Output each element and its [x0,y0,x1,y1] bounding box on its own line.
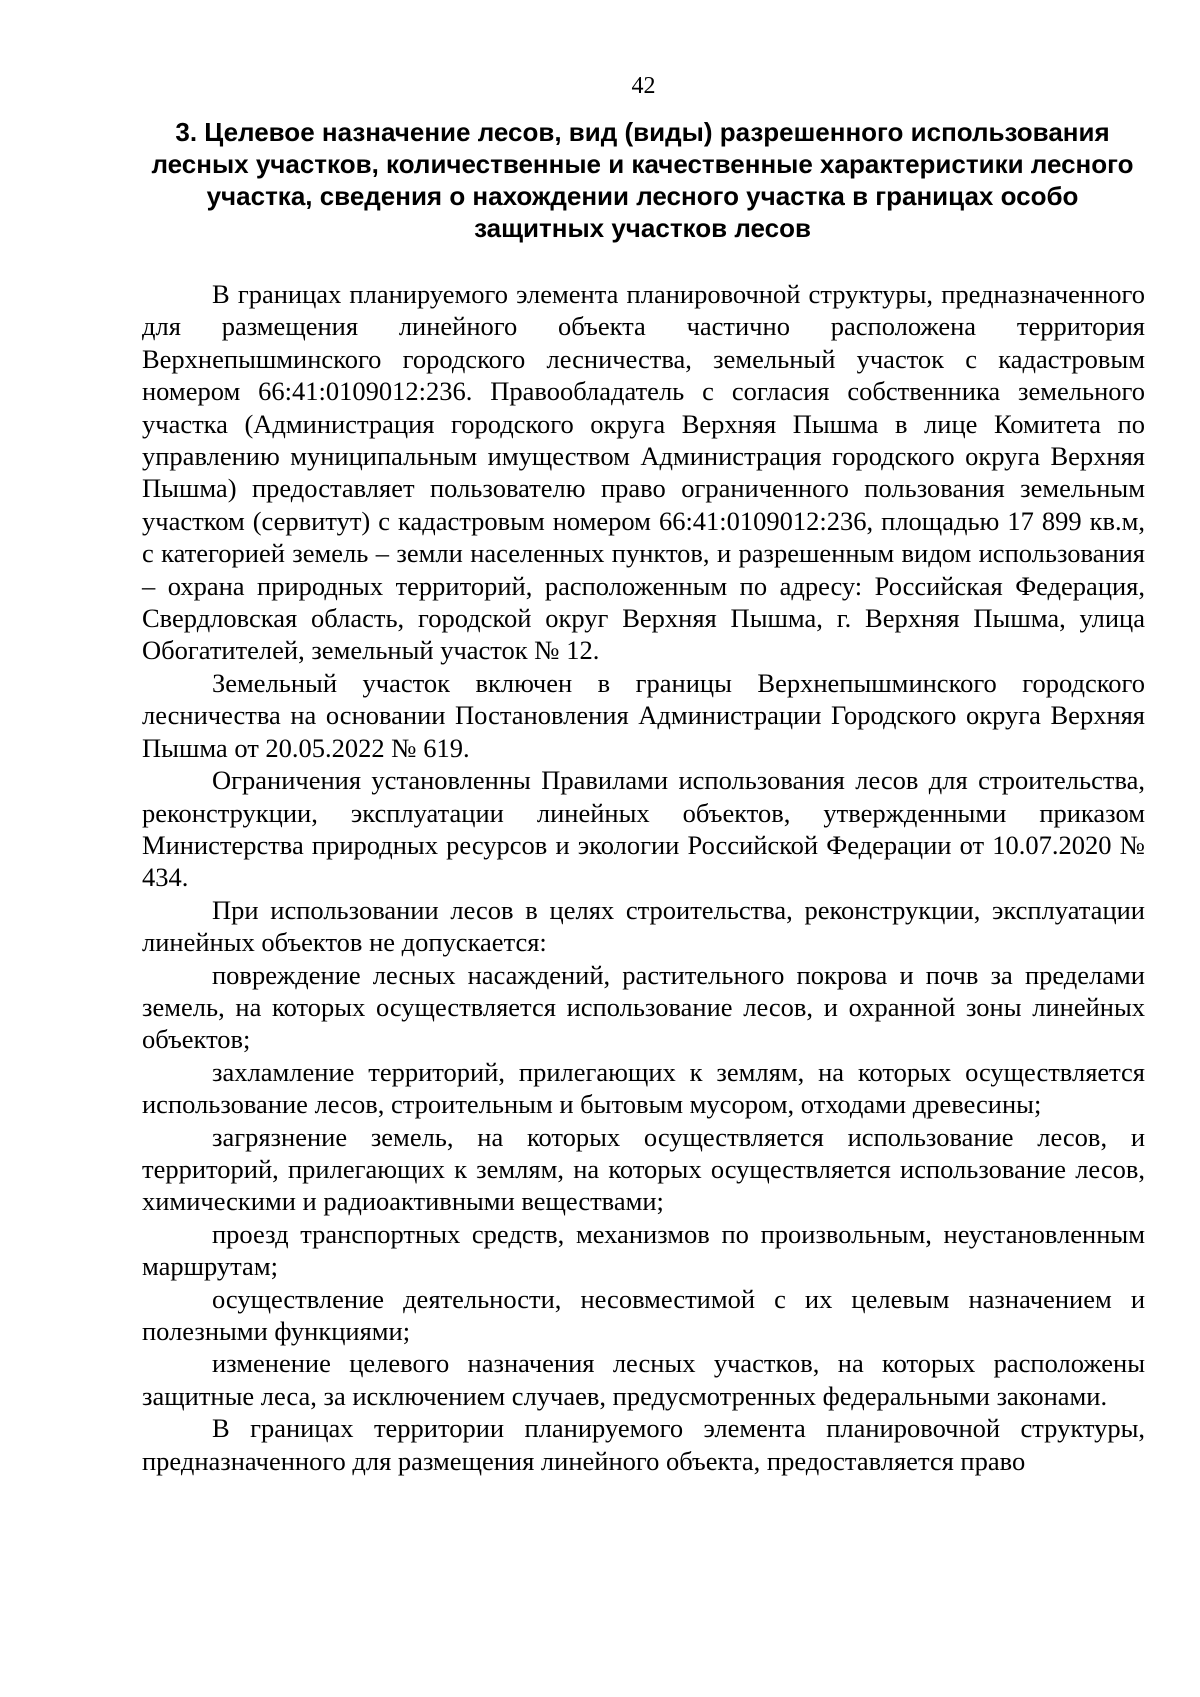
list-item-damage: повреждение лесных насаждений, растительного покрова и почв за пределами земель, на которых осуществляется использование лесов, и охранной зоны линейных объектов; [142,959,1145,1055]
list-item-pollution: загрязнение земель, на которых осуществляется использование лесов, и территорий, прилегающих к землям, на которых осуществляется использование лесов, химическими и радиоактивными веществами; [142,1121,1145,1217]
list-item-incompatible-activity: осуществление деятельности, несовместимой с их целевым назначением и полезными функциями; [142,1283,1145,1346]
paragraph-restrictions: Ограничения установленны Правилами использования лесов для строительства, реконструкции, эксплуатации линейных объектов, утвержденными приказом Министерства природных ресурсов и экологии Российской Федерации от 10.07.2020 № 434. [142,765,1145,893]
paragraph-right-granted: В границах территории планируемого элемента планировочной структуры, предназначенного для размещения линейного объекта, предоставляется право [142,1413,1145,1476]
body-text [142,278,1145,1477]
paragraph-land-plot-servitude: В границах планируемого элемента планировочной структуры, предназначенного для размещения линейного объекта частично расположена территория Верхнепышминского городского лесничества, земельный участок с кадастровым номером 66:41:0109012:236. Правообладатель с согласия собственника земельного участка (Администрация городского округа Верхняя Пышма в лице Комитета по управлению муниципальным имуществом Администрация городского округа Верхняя Пышма) предоставляет пользователю право ограниченного пользования земельным участком (сервитут) с кадастровым номером 66:41:0109012:236, площадью 17 899 кв.м, с категорией земель – земли населенных пунктов, и разрешенным видом использования – охрана природных территорий, расположенным по адресу: Российская Федерация, Свердловская область, городской округ Верхняя Пышма, г. Верхняя Пышма, улица Обогатителей, земельный участок № 12. [142,279,1145,666]
section-heading: 3. Целевое назначение лесов, вид (виды) разрешенного использования лесных участков, количественные и качественные характеристики лесного участка, сведения о нахождении лесного участка в границах особо защитных участков лесов [151,117,1134,243]
list-item-purpose-change: изменение целевого назначения лесных участков, на которых расположены защитные леса, за исключением случаев, предусмотренных федеральными законами. [142,1348,1145,1411]
list-item-vehicle-passage: проезд транспортных средств, механизмов по произвольным, неустановленным маршрутам; [142,1218,1145,1282]
list-item-littering: захламление территорий, прилегающих к землям, на которых осуществляется использование лесов, строительным и бытовым мусором, отходами древесины; [142,1056,1145,1120]
page-number [0,72,1200,100]
paragraph-prohibitions-intro: При использовании лесов в целях строительства, реконструкции, эксплуатации линейных объектов не допускается: [142,894,1145,958]
page-number-text: 42 [631,73,656,99]
paragraph-forestry-inclusion: Земельный участок включен в границы Верхнепышминского городского лесничества на основании Постановления Администрации Городского округа Верхняя Пышма от 20.05.2022 № 619. [142,667,1145,763]
